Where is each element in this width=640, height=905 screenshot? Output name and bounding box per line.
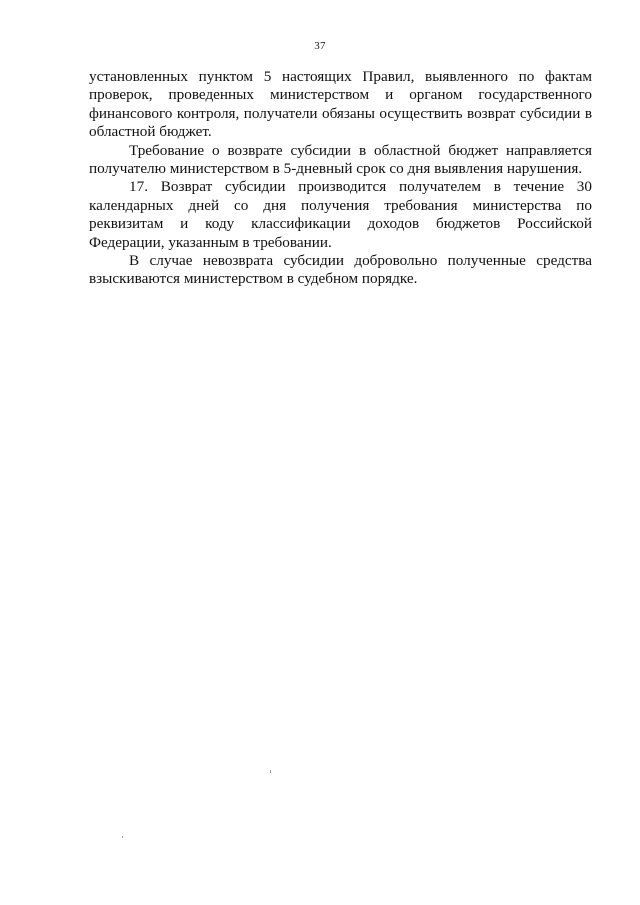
- scan-mark: [270, 770, 271, 773]
- document-body: [89, 68, 592, 289]
- page-number: 37: [314, 40, 326, 52]
- paragraph-refund-demand: Требование о возврате субсидии в областной бюджет направляется получателю министерством в 5-дневный срок со дня выявления нарушения.: [89, 141, 592, 178]
- paragraph-continuation: установленных пунктом 5 настоящих Правил, выявленного по фактам проверок, проведенных министерством и органом государственного финансового контроля, получатели обязаны осуществить возврат субсидии в областной бюджет.: [89, 68, 592, 141]
- paragraph-item-17: 17. Возврат субсидии производится получателем в течение 30 календарных дней со дня получения требования министерства по реквизитам и коду классификации доходов бюджетов Российской Федерации, указанным в требовании.: [89, 178, 592, 251]
- paragraph-non-refund: В случае невозврата субсидии добровольно полученные средства взыскиваются министерством в судебном порядке.: [89, 252, 592, 288]
- scan-mark: [122, 836, 123, 838]
